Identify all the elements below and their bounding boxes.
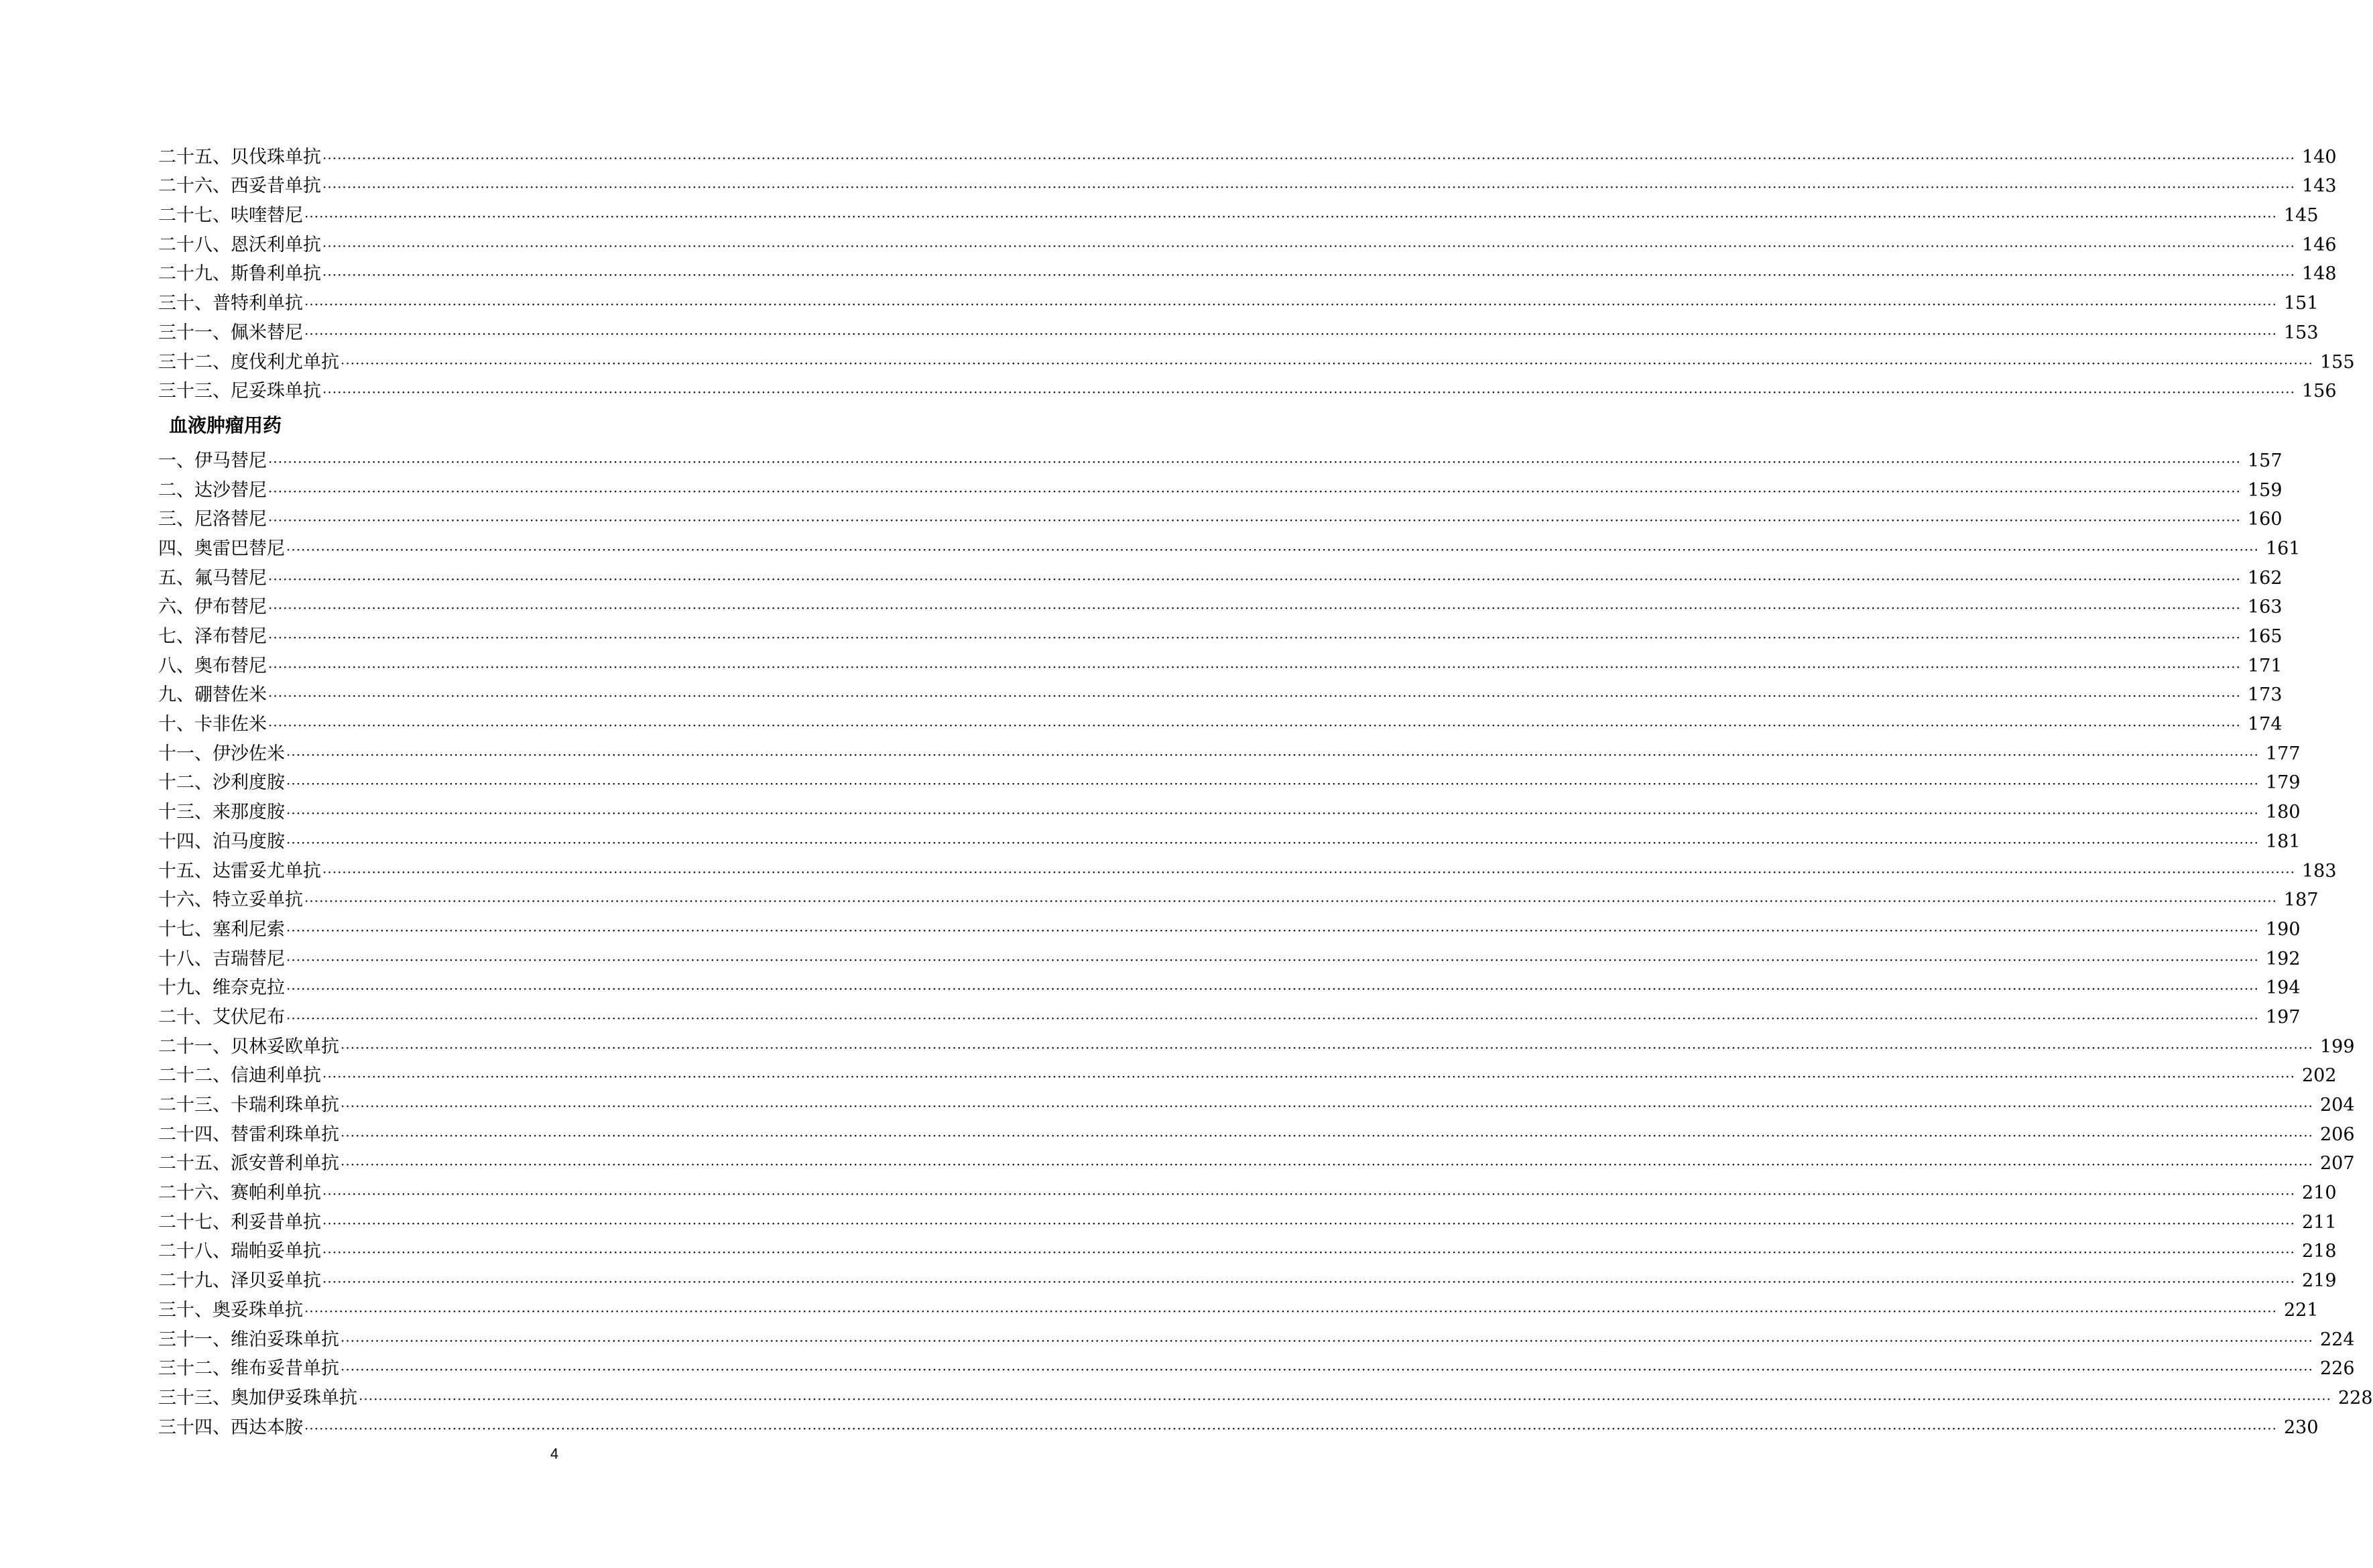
dot-leader: ················································································································································································································································································································································································································ [341,1332,2313,1349]
toc-entry-title: 三十、普特利单抗 [158,293,303,314]
dot-leader: ················································································································································································································································································································································································································ [322,1244,2295,1261]
toc-entry[interactable] [158,312,2319,343]
toc-entry-title: 二十七、利妥昔单抗 [158,1211,321,1233]
toc-entry-page: 171 [2247,655,2283,676]
toc-entry-page: 204 [2319,1095,2355,1115]
toc-entry-page: 183 [2301,860,2337,882]
toc-entry-page: 173 [2247,684,2283,706]
dot-leader: ················································································································································································································································································································································································································ [341,1098,2313,1114]
page-number: 4 [550,1445,559,1462]
dot-leader: ················································································································································································································································································································································································································ [286,922,2259,939]
toc-entry-title: 三十四、西达本胺 [158,1416,303,1438]
toc-entry-page: 199 [2319,1036,2355,1057]
toc-entry-title: 三十一、维泊妥珠单抗 [158,1329,339,1350]
toc-entry-page: 181 [2265,831,2301,852]
toc-entry-page: 190 [2265,918,2301,940]
toc-entry-page: 226 [2319,1358,2355,1380]
dot-leader: ················································································································································································································································································································································································································ [322,179,2295,196]
toc-entry-page: 228 [2337,1387,2373,1408]
toc-entry-page: 224 [2319,1329,2355,1350]
toc-entry-title: 二十四、替雷利珠单抗 [158,1124,339,1145]
toc-entry-title: 九、硼替佐米 [158,684,267,706]
toc-entry-page: 194 [2265,977,2301,999]
toc-entry-title: 十七、塞利尼索 [158,918,285,940]
section-heading: 血液肿瘤用药 [169,414,282,437]
dot-leader: ················································································································································································································································································································································································································ [322,1274,2295,1290]
toc-entry-title: 二十九、斯鲁利单抗 [158,263,321,285]
toc-entry-title: 二十五、派安普利单抗 [158,1153,339,1174]
dot-leader: ················································································································································································································································································································································································································ [268,629,2241,646]
toc-entry[interactable] [158,1260,2337,1292]
toc-entry[interactable] [158,342,2355,373]
toc-entry[interactable] [158,939,2301,969]
toc-entry[interactable] [158,1114,2355,1145]
toc-entry[interactable] [158,1349,2355,1380]
dot-leader: ················································································································································································································································································································································································································ [268,570,2241,587]
toc-entry[interactable] [158,997,2301,1028]
toc-entry-page: 221 [2283,1299,2319,1321]
toc-entry[interactable] [158,704,2283,735]
toc-entry[interactable] [158,587,2283,618]
toc-entry-title: 十八、吉瑞替尼 [158,948,285,969]
toc-entry-title: 一、伊马替尼 [158,450,267,471]
toc-entry-page: 180 [2265,802,2301,823]
toc-entry-title: 二、达沙替尼 [158,479,267,501]
toc-entry-page: 143 [2301,176,2337,197]
dot-leader: ················································································································································································································································································································································································································ [268,483,2241,499]
dot-leader: ················································································································································································································································································································································································································ [322,267,2295,284]
toc-entry-title: 十五、达雷妥尤单抗 [158,860,321,882]
toc-entry-page: 177 [2265,743,2301,764]
toc-entry[interactable] [158,1231,2337,1262]
toc-entry[interactable] [158,646,2283,676]
toc-entry-page: 160 [2247,509,2283,530]
toc-entry-title: 二十二、信迪利单抗 [158,1065,321,1087]
toc-entry[interactable] [158,166,2337,197]
toc-entry-page: 156 [2301,381,2337,402]
table-of-contents [158,137,2373,1438]
toc-entry-page: 174 [2247,714,2283,735]
toc-entry-page: 219 [2301,1270,2337,1292]
toc-entry-title: 十六、特立妥单抗 [158,890,303,911]
dot-leader: ················································································································································································································································································································································································································ [341,1362,2313,1378]
dot-leader: ················································································································································································································································································································································································································ [268,717,2241,734]
toc-entry[interactable] [158,195,2319,227]
toc-entry-page: 206 [2319,1124,2355,1145]
toc-entry[interactable] [158,283,2319,314]
toc-entry-title: 二十一、贝林妥欧单抗 [158,1036,339,1057]
toc-entry[interactable] [158,137,2337,168]
toc-entry-title: 三十、奥妥珠单抗 [158,1299,303,1321]
toc-entry-title: 二十八、瑞帕妥单抗 [158,1241,321,1262]
toc-entry[interactable] [158,675,2283,706]
dot-leader: ················································································································································································································································································································································································································ [286,951,2259,968]
toc-entry[interactable] [158,558,2283,589]
toc-entry-title: 三十二、维布妥昔单抗 [158,1358,339,1380]
toc-entry-page: 145 [2283,205,2319,227]
toc-section [158,137,2355,402]
toc-entry-title: 十一、伊沙佐米 [158,743,285,764]
toc-entry-title: 六、伊布替尼 [158,597,267,618]
toc-entry-title: 二十九、泽贝妥单抗 [158,1270,321,1292]
dot-leader: ················································································································································································································································································································································································································ [268,658,2241,675]
toc-entry[interactable] [158,1172,2337,1204]
dot-leader: ················································································································································································································································································································································································································ [304,325,2277,342]
toc-entry[interactable] [158,499,2283,530]
toc-entry-page: 163 [2247,597,2283,618]
toc-entry[interactable] [158,528,2301,559]
toc-entry-page: 153 [2283,322,2319,343]
dot-leader: ················································································································································································································································································································································································································ [268,600,2241,617]
toc-entry[interactable] [158,733,2301,764]
toc-entry-page: 155 [2319,351,2355,373]
toc-entry[interactable] [158,1085,2355,1115]
toc-entry-title: 四、奥雷巴替尼 [158,538,285,559]
dot-leader: ················································································································································································································································································································································································································ [322,863,2295,880]
dot-leader: ················································································································································································································································································································································································································ [286,805,2259,822]
dot-leader: ················································································································································································································································································································································································································ [286,776,2259,792]
toc-entry-page: 197 [2265,1006,2301,1028]
dot-leader: ················································································································································································································································································································································································································ [286,981,2259,998]
dot-leader: ················································································································································································································································································································································································································ [286,746,2259,763]
toc-entry-page: 165 [2247,626,2283,647]
toc-entry-title: 二十五、贝伐珠单抗 [158,146,321,168]
toc-entry[interactable] [158,968,2301,999]
dot-leader: ················································································································································································································································································································································································································ [322,149,2295,166]
dot-leader: ················································································································································································································································································································································································································ [322,1069,2295,1085]
toc-entry-title: 二十六、赛帕利单抗 [158,1183,321,1204]
toc-entry[interactable] [158,1056,2337,1087]
toc-entry-page: 151 [2283,293,2319,314]
dot-leader: ················································································································································································································································································································································································································ [304,1420,2277,1437]
toc-entry-page: 192 [2265,948,2301,969]
toc-entry-page: 162 [2247,567,2283,589]
dot-leader: ················································································································································································································································································································································································································ [286,541,2259,558]
toc-entry-title: 二十七、呋喹替尼 [158,205,303,227]
toc-entry-page: 230 [2283,1416,2319,1438]
toc-entry[interactable] [158,1378,2373,1408]
toc-entry[interactable] [158,851,2337,882]
dot-leader: ················································································································································································································································································································································································································ [304,1303,2277,1319]
toc-entry-title: 十、卡非佐米 [158,714,267,735]
toc-entry-page: 211 [2301,1211,2337,1233]
toc-entry-page: 187 [2283,890,2319,911]
dot-leader: ················································································································································································································································································································································································································ [322,1186,2295,1203]
toc-entry-title: 二十六、西妥昔单抗 [158,176,321,197]
toc-entry-title: 三、尼洛替尼 [158,509,267,530]
toc-entry-page: 202 [2301,1065,2337,1087]
toc-entry[interactable] [158,440,2283,471]
dot-leader: ················································································································································································································································································································································································································ [268,688,2241,705]
toc-entry-title: 十九、维奈克拉 [158,977,285,999]
toc-entry-page: 146 [2301,234,2337,255]
dot-leader: ················································································································································································································································································································································································································ [286,834,2259,851]
dot-leader: ················································································································································································································································································································································································································ [304,296,2277,313]
toc-entry-page: 161 [2265,538,2301,559]
dot-leader: ················································································································································································································································································································································································································ [322,1215,2295,1231]
toc-entry[interactable] [158,1407,2319,1438]
toc-entry-title: 七、泽布替尼 [158,626,267,647]
toc-entry[interactable] [158,254,2337,285]
toc-entry-page: 210 [2301,1183,2337,1204]
toc-entry[interactable] [158,616,2283,647]
toc-section [158,400,2373,1438]
toc-entry[interactable] [158,1144,2355,1174]
toc-entry[interactable] [158,1290,2319,1321]
toc-entry-title: 八、奥布替尼 [158,655,267,676]
dot-leader: ················································································································································································································································································································································································································ [268,453,2241,470]
toc-entry[interactable] [158,1202,2337,1233]
toc-entry[interactable] [158,1319,2355,1350]
dot-leader: ················································································································································································································································································································································································································ [322,384,2295,401]
toc-entry[interactable] [158,225,2337,255]
toc-entry-title: 五、氟马替尼 [158,567,267,589]
toc-entry-page: 218 [2301,1241,2337,1262]
dot-leader: ················································································································································································································································································································································································································ [341,1127,2313,1144]
toc-entry-title: 三十一、佩米替尼 [158,322,303,343]
toc-entry-title: 三十三、奥加伊妥珠单抗 [158,1387,357,1408]
toc-entry-title: 二十三、卡瑞利珠单抗 [158,1095,339,1115]
toc-entry-page: 148 [2301,263,2337,285]
toc-entry-title: 十二、沙利度胺 [158,772,285,794]
toc-entry[interactable] [158,470,2283,501]
toc-entry-title: 二十八、恩沃利单抗 [158,234,321,255]
toc-entry-title: 十四、泊马度胺 [158,831,285,852]
toc-entry-title: 二十、艾伏尼布 [158,1006,285,1028]
dot-leader: ················································································································································································································································································································································································································ [304,208,2277,225]
dot-leader: ················································································································································································································································································································································································································ [359,1390,2331,1407]
dot-leader: ················································································································································································································································································································································································································ [341,355,2313,371]
toc-entry-page: 207 [2319,1153,2355,1174]
dot-leader: ················································································································································································································································································································································································································ [341,1156,2313,1173]
toc-entry-page: 157 [2247,450,2283,471]
toc-entry-page: 179 [2265,772,2301,794]
toc-entry-title: 三十二、度伐利尤单抗 [158,351,339,373]
dot-leader: ················································································································································································································································································································································································································ [322,237,2295,254]
dot-leader: ················································································································································································································································································································································································································ [286,1010,2259,1026]
toc-entry[interactable] [158,792,2301,823]
toc-entry[interactable] [158,1026,2355,1057]
toc-entry[interactable] [158,909,2301,940]
toc-entry[interactable] [158,371,2337,402]
toc-entry-page: 159 [2247,479,2283,501]
toc-entry[interactable] [158,880,2319,911]
toc-entry-title: 十三、来那度胺 [158,802,285,823]
toc-entry-title: 三十三、尼妥珠单抗 [158,381,321,402]
toc-entry-page: 140 [2301,146,2337,168]
dot-leader: ················································································································································································································································································································································································································ [268,512,2241,529]
toc-entry[interactable] [158,763,2301,794]
dot-leader: ················································································································································································································································································································································································································ [341,1039,2313,1056]
dot-leader: ················································································································································································································································································································································································································ [304,893,2277,910]
toc-entry[interactable] [158,821,2301,852]
